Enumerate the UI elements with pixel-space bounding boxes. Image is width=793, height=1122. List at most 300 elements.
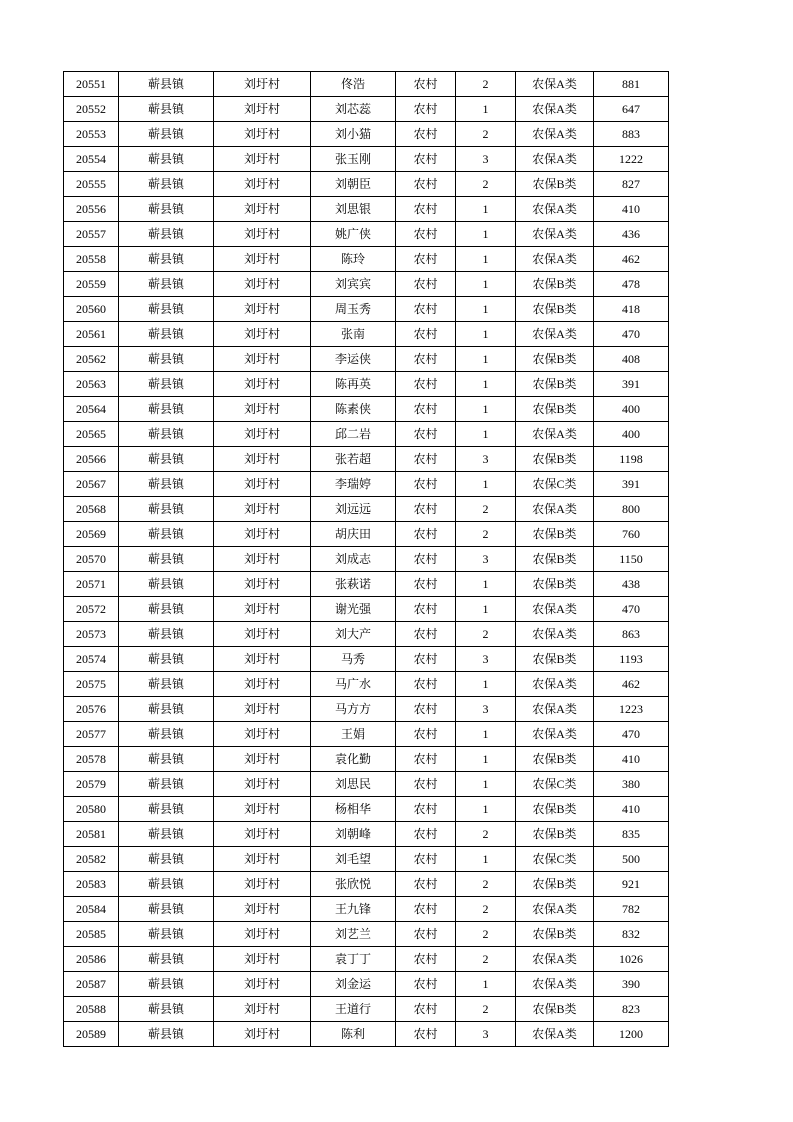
table-row (64, 172, 669, 197)
cell-id: 20556 (64, 197, 119, 222)
cell-residence_type: 农村 (396, 647, 456, 672)
cell-residence_type: 农村 (396, 547, 456, 572)
cell-name: 马方方 (311, 697, 396, 722)
cell-village: 刘圩村 (214, 672, 311, 697)
cell-person_count: 3 (456, 447, 516, 472)
table-row (64, 897, 669, 922)
cell-insurance_category: 农保B类 (516, 447, 594, 472)
cell-insurance_category: 农保B类 (516, 572, 594, 597)
cell-id: 20557 (64, 222, 119, 247)
cell-town: 蕲县镇 (119, 222, 214, 247)
cell-insurance_category: 农保A类 (516, 1022, 594, 1047)
cell-town: 蕲县镇 (119, 747, 214, 772)
cell-amount: 390 (594, 972, 669, 997)
table-row (64, 72, 669, 97)
cell-village: 刘圩村 (214, 222, 311, 247)
cell-village: 刘圩村 (214, 372, 311, 397)
cell-town: 蕲县镇 (119, 322, 214, 347)
cell-insurance_category: 农保B类 (516, 997, 594, 1022)
cell-person_count: 1 (456, 397, 516, 422)
cell-amount: 1026 (594, 947, 669, 972)
cell-name: 周玉秀 (311, 297, 396, 322)
cell-residence_type: 农村 (396, 622, 456, 647)
cell-id: 20563 (64, 372, 119, 397)
cell-name: 刘金运 (311, 972, 396, 997)
cell-amount: 410 (594, 797, 669, 822)
cell-name: 刘芯蕊 (311, 97, 396, 122)
cell-insurance_category: 农保B类 (516, 747, 594, 772)
cell-residence_type: 农村 (396, 197, 456, 222)
cell-name: 张南 (311, 322, 396, 347)
cell-town: 蕲县镇 (119, 522, 214, 547)
cell-residence_type: 农村 (396, 147, 456, 172)
cell-amount: 1198 (594, 447, 669, 472)
cell-amount: 835 (594, 822, 669, 847)
cell-village: 刘圩村 (214, 72, 311, 97)
cell-person_count: 2 (456, 997, 516, 1022)
cell-village: 刘圩村 (214, 872, 311, 897)
cell-person_count: 2 (456, 622, 516, 647)
cell-name: 张玉刚 (311, 147, 396, 172)
cell-person_count: 1 (456, 422, 516, 447)
cell-person_count: 1 (456, 747, 516, 772)
cell-insurance_category: 农保B类 (516, 822, 594, 847)
cell-name: 胡庆田 (311, 522, 396, 547)
cell-name: 刘毛望 (311, 847, 396, 872)
cell-amount: 863 (594, 622, 669, 647)
cell-amount: 410 (594, 747, 669, 772)
table-row (64, 672, 669, 697)
cell-residence_type: 农村 (396, 122, 456, 147)
cell-village: 刘圩村 (214, 847, 311, 872)
cell-town: 蕲县镇 (119, 572, 214, 597)
cell-insurance_category: 农保B类 (516, 922, 594, 947)
cell-name: 张若超 (311, 447, 396, 472)
cell-person_count: 1 (456, 297, 516, 322)
table-row (64, 722, 669, 747)
table-row (64, 547, 669, 572)
table-row (64, 297, 669, 322)
cell-village: 刘圩村 (214, 522, 311, 547)
cell-person_count: 3 (456, 697, 516, 722)
cell-insurance_category: 农保A类 (516, 322, 594, 347)
cell-person_count: 1 (456, 722, 516, 747)
cell-town: 蕲县镇 (119, 372, 214, 397)
cell-person_count: 1 (456, 247, 516, 272)
cell-name: 张萩诺 (311, 572, 396, 597)
table-row (64, 647, 669, 672)
cell-insurance_category: 农保C类 (516, 847, 594, 872)
cell-town: 蕲县镇 (119, 422, 214, 447)
cell-residence_type: 农村 (396, 397, 456, 422)
cell-name: 陈利 (311, 1022, 396, 1047)
cell-village: 刘圩村 (214, 347, 311, 372)
cell-name: 王娟 (311, 722, 396, 747)
cell-amount: 470 (594, 597, 669, 622)
cell-village: 刘圩村 (214, 197, 311, 222)
cell-id: 20575 (64, 672, 119, 697)
cell-village: 刘圩村 (214, 297, 311, 322)
cell-person_count: 2 (456, 897, 516, 922)
cell-name: 刘思银 (311, 197, 396, 222)
cell-person_count: 1 (456, 322, 516, 347)
cell-amount: 410 (594, 197, 669, 222)
cell-person_count: 2 (456, 72, 516, 97)
cell-residence_type: 农村 (396, 522, 456, 547)
cell-name: 袁丁丁 (311, 947, 396, 972)
table-row (64, 397, 669, 422)
table-row (64, 622, 669, 647)
cell-id: 20587 (64, 972, 119, 997)
cell-insurance_category: 农保B类 (516, 372, 594, 397)
cell-name: 李运侠 (311, 347, 396, 372)
cell-id: 20566 (64, 447, 119, 472)
cell-town: 蕲县镇 (119, 497, 214, 522)
cell-residence_type: 农村 (396, 247, 456, 272)
cell-insurance_category: 农保C类 (516, 772, 594, 797)
cell-village: 刘圩村 (214, 97, 311, 122)
cell-residence_type: 农村 (396, 497, 456, 522)
cell-village: 刘圩村 (214, 647, 311, 672)
cell-town: 蕲县镇 (119, 397, 214, 422)
cell-person_count: 1 (456, 572, 516, 597)
cell-name: 佟浩 (311, 72, 396, 97)
cell-id: 20564 (64, 397, 119, 422)
cell-residence_type: 农村 (396, 447, 456, 472)
cell-town: 蕲县镇 (119, 547, 214, 572)
cell-id: 20561 (64, 322, 119, 347)
cell-town: 蕲县镇 (119, 622, 214, 647)
table-row (64, 497, 669, 522)
cell-id: 20578 (64, 747, 119, 772)
cell-town: 蕲县镇 (119, 772, 214, 797)
cell-town: 蕲县镇 (119, 472, 214, 497)
table-row (64, 322, 669, 347)
cell-insurance_category: 农保A类 (516, 222, 594, 247)
cell-town: 蕲县镇 (119, 72, 214, 97)
table-row (64, 472, 669, 497)
table-row (64, 572, 669, 597)
cell-residence_type: 农村 (396, 972, 456, 997)
cell-id: 20573 (64, 622, 119, 647)
table-row (64, 772, 669, 797)
cell-village: 刘圩村 (214, 572, 311, 597)
cell-village: 刘圩村 (214, 472, 311, 497)
cell-insurance_category: 农保A类 (516, 497, 594, 522)
cell-id: 20554 (64, 147, 119, 172)
cell-insurance_category: 农保B类 (516, 547, 594, 572)
cell-village: 刘圩村 (214, 697, 311, 722)
cell-residence_type: 农村 (396, 672, 456, 697)
cell-amount: 500 (594, 847, 669, 872)
cell-residence_type: 农村 (396, 372, 456, 397)
cell-village: 刘圩村 (214, 822, 311, 847)
table-row (64, 222, 669, 247)
cell-name: 陈玲 (311, 247, 396, 272)
cell-amount: 800 (594, 497, 669, 522)
cell-residence_type: 农村 (396, 897, 456, 922)
cell-person_count: 2 (456, 122, 516, 147)
cell-residence_type: 农村 (396, 297, 456, 322)
cell-id: 20560 (64, 297, 119, 322)
cell-residence_type: 农村 (396, 947, 456, 972)
cell-id: 20585 (64, 922, 119, 947)
cell-name: 袁化勤 (311, 747, 396, 772)
cell-insurance_category: 农保A类 (516, 197, 594, 222)
table-row (64, 747, 669, 772)
cell-town: 蕲县镇 (119, 172, 214, 197)
document-page (63, 71, 669, 1047)
cell-amount: 400 (594, 397, 669, 422)
cell-residence_type: 农村 (396, 822, 456, 847)
cell-village: 刘圩村 (214, 422, 311, 447)
cell-name: 陈素侠 (311, 397, 396, 422)
cell-residence_type: 农村 (396, 172, 456, 197)
cell-residence_type: 农村 (396, 222, 456, 247)
cell-id: 20574 (64, 647, 119, 672)
cell-name: 刘艺兰 (311, 922, 396, 947)
records-table-body (64, 72, 669, 1047)
cell-name: 刘朝峰 (311, 822, 396, 847)
cell-amount: 883 (594, 122, 669, 147)
cell-town: 蕲县镇 (119, 722, 214, 747)
cell-id: 20586 (64, 947, 119, 972)
cell-name: 杨相华 (311, 797, 396, 822)
cell-insurance_category: 农保A类 (516, 722, 594, 747)
cell-town: 蕲县镇 (119, 822, 214, 847)
cell-village: 刘圩村 (214, 772, 311, 797)
cell-residence_type: 农村 (396, 72, 456, 97)
cell-name: 姚广侠 (311, 222, 396, 247)
cell-residence_type: 农村 (396, 1022, 456, 1047)
cell-id: 20567 (64, 472, 119, 497)
cell-id: 20579 (64, 772, 119, 797)
table-row (64, 147, 669, 172)
cell-name: 刘成志 (311, 547, 396, 572)
cell-amount: 462 (594, 672, 669, 697)
cell-id: 20571 (64, 572, 119, 597)
cell-residence_type: 农村 (396, 97, 456, 122)
cell-residence_type: 农村 (396, 472, 456, 497)
cell-town: 蕲县镇 (119, 197, 214, 222)
cell-insurance_category: 农保A类 (516, 122, 594, 147)
cell-name: 张欣悦 (311, 872, 396, 897)
table-row (64, 1022, 669, 1047)
cell-person_count: 3 (456, 647, 516, 672)
cell-insurance_category: 农保B类 (516, 297, 594, 322)
cell-amount: 1223 (594, 697, 669, 722)
cell-person_count: 1 (456, 472, 516, 497)
cell-town: 蕲县镇 (119, 672, 214, 697)
cell-id: 20584 (64, 897, 119, 922)
cell-residence_type: 农村 (396, 697, 456, 722)
cell-village: 刘圩村 (214, 447, 311, 472)
cell-town: 蕲县镇 (119, 97, 214, 122)
cell-insurance_category: 农保A类 (516, 97, 594, 122)
cell-name: 刘朝臣 (311, 172, 396, 197)
cell-residence_type: 农村 (396, 847, 456, 872)
cell-person_count: 3 (456, 1022, 516, 1047)
cell-id: 20559 (64, 272, 119, 297)
cell-residence_type: 农村 (396, 422, 456, 447)
table-row (64, 447, 669, 472)
cell-village: 刘圩村 (214, 747, 311, 772)
cell-insurance_category: 农保A类 (516, 972, 594, 997)
cell-name: 陈再英 (311, 372, 396, 397)
cell-amount: 470 (594, 322, 669, 347)
cell-person_count: 1 (456, 772, 516, 797)
cell-village: 刘圩村 (214, 547, 311, 572)
table-row (64, 922, 669, 947)
cell-name: 王道行 (311, 997, 396, 1022)
cell-person_count: 1 (456, 972, 516, 997)
table-row (64, 97, 669, 122)
cell-insurance_category: 农保B类 (516, 522, 594, 547)
cell-name: 王九锋 (311, 897, 396, 922)
cell-amount: 1200 (594, 1022, 669, 1047)
cell-village: 刘圩村 (214, 972, 311, 997)
cell-insurance_category: 农保B类 (516, 272, 594, 297)
cell-name: 刘思民 (311, 772, 396, 797)
cell-insurance_category: 农保A类 (516, 697, 594, 722)
cell-id: 20565 (64, 422, 119, 447)
cell-person_count: 1 (456, 372, 516, 397)
cell-person_count: 3 (456, 547, 516, 572)
cell-id: 20553 (64, 122, 119, 147)
cell-person_count: 3 (456, 147, 516, 172)
cell-insurance_category: 农保A类 (516, 897, 594, 922)
cell-id: 20576 (64, 697, 119, 722)
table-row (64, 797, 669, 822)
cell-insurance_category: 农保A类 (516, 597, 594, 622)
table-row (64, 522, 669, 547)
cell-name: 马广水 (311, 672, 396, 697)
cell-amount: 760 (594, 522, 669, 547)
cell-village: 刘圩村 (214, 897, 311, 922)
cell-residence_type: 农村 (396, 272, 456, 297)
cell-insurance_category: 农保A类 (516, 422, 594, 447)
cell-residence_type: 农村 (396, 922, 456, 947)
cell-id: 20580 (64, 797, 119, 822)
cell-amount: 438 (594, 572, 669, 597)
cell-insurance_category: 农保B类 (516, 872, 594, 897)
cell-insurance_category: 农保C类 (516, 472, 594, 497)
cell-town: 蕲县镇 (119, 847, 214, 872)
cell-person_count: 1 (456, 797, 516, 822)
cell-amount: 462 (594, 247, 669, 272)
cell-person_count: 1 (456, 222, 516, 247)
cell-person_count: 2 (456, 822, 516, 847)
table-row (64, 597, 669, 622)
table-row (64, 197, 669, 222)
cell-person_count: 2 (456, 922, 516, 947)
cell-village: 刘圩村 (214, 147, 311, 172)
table-row (64, 872, 669, 897)
cell-person_count: 2 (456, 522, 516, 547)
cell-village: 刘圩村 (214, 722, 311, 747)
cell-town: 蕲县镇 (119, 647, 214, 672)
cell-amount: 400 (594, 422, 669, 447)
cell-id: 20569 (64, 522, 119, 547)
cell-residence_type: 农村 (396, 322, 456, 347)
cell-amount: 391 (594, 472, 669, 497)
cell-residence_type: 农村 (396, 797, 456, 822)
table-row (64, 422, 669, 447)
cell-id: 20555 (64, 172, 119, 197)
cell-id: 20583 (64, 872, 119, 897)
cell-person_count: 1 (456, 97, 516, 122)
cell-person_count: 1 (456, 272, 516, 297)
cell-amount: 647 (594, 97, 669, 122)
table-row (64, 822, 669, 847)
cell-residence_type: 农村 (396, 747, 456, 772)
cell-town: 蕲县镇 (119, 272, 214, 297)
cell-id: 20558 (64, 247, 119, 272)
table-row (64, 122, 669, 147)
cell-insurance_category: 农保A类 (516, 72, 594, 97)
cell-insurance_category: 农保A类 (516, 622, 594, 647)
cell-town: 蕲县镇 (119, 447, 214, 472)
cell-id: 20572 (64, 597, 119, 622)
cell-town: 蕲县镇 (119, 922, 214, 947)
cell-id: 20588 (64, 997, 119, 1022)
cell-residence_type: 农村 (396, 597, 456, 622)
cell-amount: 1150 (594, 547, 669, 572)
cell-town: 蕲县镇 (119, 972, 214, 997)
cell-insurance_category: 农保A类 (516, 247, 594, 272)
cell-insurance_category: 农保B类 (516, 172, 594, 197)
cell-id: 20552 (64, 97, 119, 122)
cell-insurance_category: 农保B类 (516, 397, 594, 422)
cell-village: 刘圩村 (214, 497, 311, 522)
cell-amount: 921 (594, 872, 669, 897)
cell-amount: 823 (594, 997, 669, 1022)
cell-insurance_category: 农保B类 (516, 647, 594, 672)
cell-insurance_category: 农保A类 (516, 672, 594, 697)
cell-town: 蕲县镇 (119, 297, 214, 322)
table-row (64, 947, 669, 972)
cell-person_count: 1 (456, 672, 516, 697)
cell-name: 李瑞婷 (311, 472, 396, 497)
cell-residence_type: 农村 (396, 997, 456, 1022)
cell-person_count: 2 (456, 872, 516, 897)
cell-insurance_category: 农保A类 (516, 147, 594, 172)
table-row (64, 697, 669, 722)
cell-residence_type: 农村 (396, 872, 456, 897)
cell-person_count: 2 (456, 497, 516, 522)
cell-residence_type: 农村 (396, 722, 456, 747)
cell-person_count: 1 (456, 847, 516, 872)
cell-amount: 380 (594, 772, 669, 797)
cell-id: 20582 (64, 847, 119, 872)
cell-village: 刘圩村 (214, 172, 311, 197)
table-row (64, 997, 669, 1022)
cell-name: 刘大产 (311, 622, 396, 647)
cell-amount: 832 (594, 922, 669, 947)
cell-person_count: 1 (456, 197, 516, 222)
cell-village: 刘圩村 (214, 322, 311, 347)
cell-insurance_category: 农保B类 (516, 347, 594, 372)
cell-amount: 881 (594, 72, 669, 97)
cell-amount: 418 (594, 297, 669, 322)
cell-amount: 408 (594, 347, 669, 372)
cell-town: 蕲县镇 (119, 122, 214, 147)
cell-residence_type: 农村 (396, 572, 456, 597)
cell-village: 刘圩村 (214, 122, 311, 147)
cell-insurance_category: 农保A类 (516, 947, 594, 972)
table-row (64, 247, 669, 272)
cell-town: 蕲县镇 (119, 947, 214, 972)
